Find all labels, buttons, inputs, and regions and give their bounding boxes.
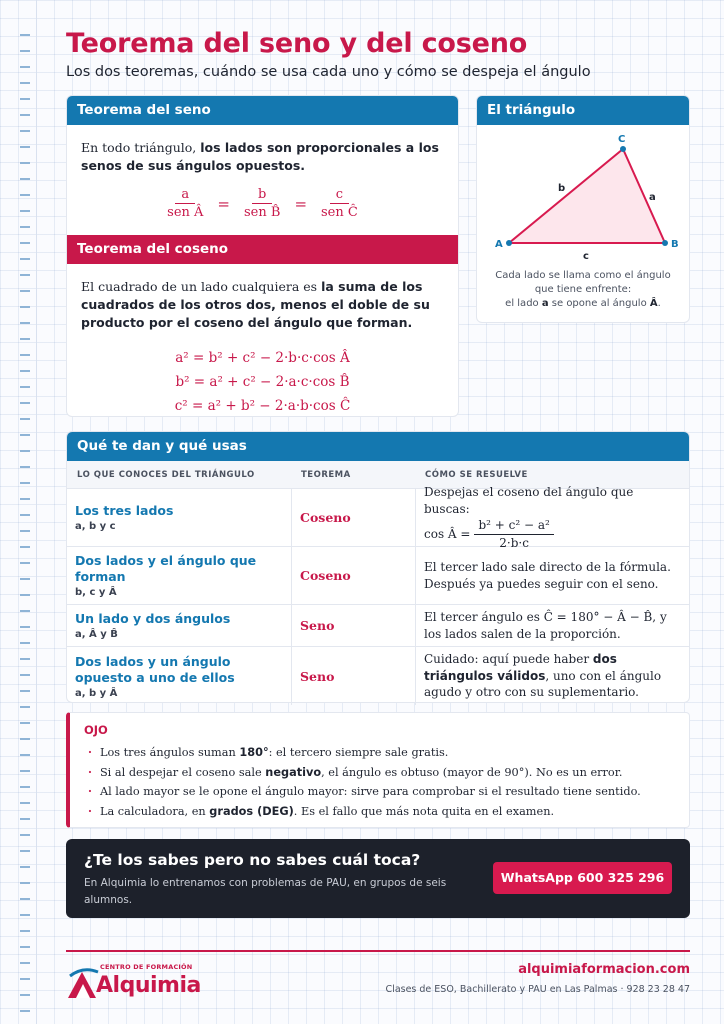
vertex-a-dot (506, 240, 512, 246)
alquimia-logo: CENTRO DE FORMACIÓN Alquimia (66, 962, 176, 1002)
notebook-ruler-marks (20, 34, 30, 1024)
seno-formula (67, 187, 458, 220)
triangle-shape (509, 149, 665, 243)
website-link[interactable]: alquimiaformacion.com (518, 962, 690, 977)
formula-a: a² = b² + c² − 2·b·c·cos Â (175, 350, 350, 366)
side-c-label: c (583, 251, 589, 262)
footer-divider (66, 950, 690, 952)
table-row: Dos lados y un ángulo opuesto a uno de ellos a, b y Â Seno Cuidado: aquí puede haber dos triángulos válidos, uno con el ángulo agudo y otro con su suplementario. (67, 647, 689, 705)
warning-list (88, 743, 641, 821)
table-row: Los tres lados a, b y c Coseno Despejas el coseno del ángulo que buscas: cos Â = $\frac{\text{b² + c² − a²}}{2\cdot b\cdot c}$ (67, 489, 689, 547)
table-heading: Qué te dan y qué usas (67, 432, 689, 461)
table-row: Dos lados y el ángulo que forman b, c y Â Coseno El tercer lado sale directo de la fórmula. Después ya puedes seguir con el seno. (67, 547, 689, 605)
vertex-c-label: C (618, 134, 626, 145)
coseno-formulas (67, 346, 458, 418)
vertex-b-dot (662, 240, 668, 246)
vertex-c-dot (620, 146, 626, 152)
page-subtitle: Los dos teoremas, cuándo se usa cada uno y cómo se despeja el ángulo (66, 64, 591, 80)
list-item: · Al lado mayor se le opone el ángulo mayor: sirve para comprobar si el resultado tiene sentido. (88, 782, 641, 802)
fraction-b: $\frac{b}{\text{sen B̂}}$ (244, 187, 281, 220)
warning-box (66, 712, 690, 828)
cta-title: ¿Te los sabes pero no sabes cuál toca? (84, 851, 421, 869)
cta-banner (66, 839, 690, 918)
theorems-card (66, 95, 459, 417)
column-header: LO QUE CONOCES DEL TRIÁNGULO (77, 470, 255, 480)
vertex-a-label: A (495, 239, 503, 250)
list-item: · Si al despejar el coseno sale negativo, el ángulo es obtuso (mayor de 90°). No es un error. (88, 763, 641, 783)
cta-text: En Alquimia lo entrenamos con problemas de PAU, en grupos de seis alumnos. (84, 877, 447, 906)
formula-c: c² = a² + b² − 2·a·b·cos Ĉ (174, 398, 351, 414)
equals-sign: = (294, 194, 308, 213)
vertex-b-label: B (671, 239, 679, 250)
column-header: CÓMO SE RESUELVE (425, 470, 528, 480)
fraction-c: $\frac{c}{\text{sen Ĉ}}$ (321, 187, 358, 220)
notebook-margin-line (36, 0, 37, 1024)
column-header: TEOREMA (301, 470, 351, 480)
list-item: · La calculadora, en grados (DEG). Es el fallo que más nota quita en el examen. (88, 802, 641, 822)
side-b-label: b (558, 183, 566, 194)
seno-heading: Teorema del seno (67, 96, 458, 125)
side-a-label: a (649, 192, 656, 203)
whatsapp-button[interactable]: WhatsApp 600 325 296 (493, 862, 672, 894)
warning-title: OJO (84, 723, 108, 737)
fraction-a: $\frac{a}{\text{sen Â}}$ (167, 187, 204, 220)
page-title: Teorema del seno y del coseno (66, 28, 528, 59)
triangle-caption: Cada lado se llama como el ángulo que tiene enfrente: el lado a se opone al ángulo Â. (495, 270, 671, 309)
table-row: Un lado y dos ángulos a, Â y B̂ Seno El tercer ángulo es Ĉ = 180° − Â − B̂, y los lados salen de la proporción. (67, 605, 689, 647)
triangle-heading: El triángulo (477, 96, 689, 125)
seno-intro: En todo triángulo, los lados son proporcionales a los senos de sus ángulos opuestos. (81, 140, 439, 173)
coseno-heading: Teorema del coseno (67, 235, 458, 264)
cases-table-card (66, 431, 690, 703)
formula-b: b² = a² + c² − 2·a·c·cos B̂ (175, 374, 350, 390)
triangle-card (476, 95, 690, 323)
equals-sign: = (217, 194, 230, 213)
triangle-diagram (477, 128, 691, 263)
list-item: · Los tres ángulos suman 180°: el tercero siempre sale gratis. (88, 743, 641, 763)
logo-icon (66, 966, 100, 1002)
coseno-intro: El cuadrado de un lado cualquiera es la suma de los cuadrados de los otros dos, menos el doble de su producto por el coseno del ángulo que forman. (81, 279, 430, 330)
footer-note: Clases de ESO, Bachillerato y PAU en Las Palmas · 928 23 28 47 (385, 984, 690, 995)
